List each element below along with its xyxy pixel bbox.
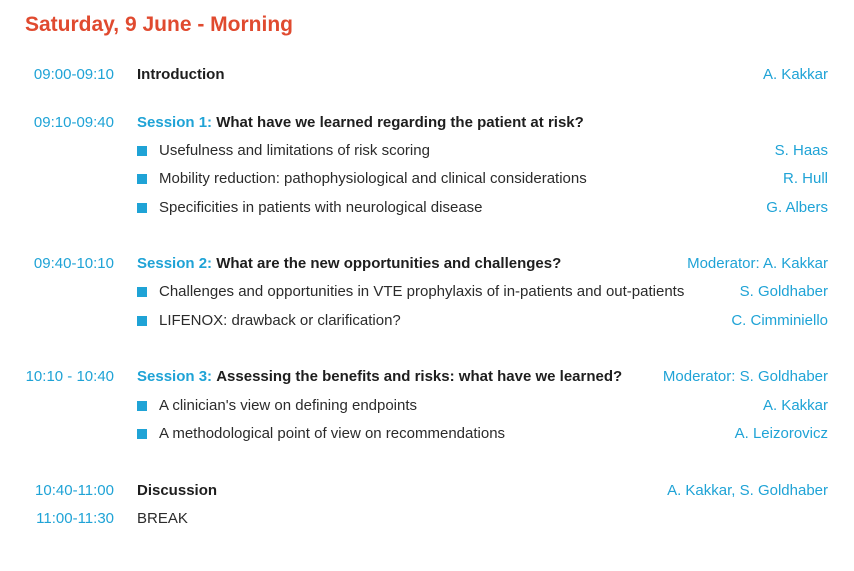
agenda-row-introduction <box>0 64 854 86</box>
speaker: S. Haas <box>774 142 828 159</box>
moderator: Moderator: A. Kakkar <box>687 255 828 272</box>
talk-row <box>0 140 854 162</box>
talk-title: Challenges and opportunities in VTE prophylaxis of in-patients and out-patients <box>159 283 685 300</box>
item-title: Introduction <box>137 66 225 83</box>
speaker: S. Goldhaber <box>739 283 828 300</box>
page-title: Saturday, 9 June - Morning <box>25 13 293 36</box>
session-label: Session 1: <box>137 114 213 131</box>
talk-row <box>0 395 854 417</box>
moderator: Moderator: S. Goldhaber <box>662 368 828 385</box>
square-bullet-icon <box>137 316 147 326</box>
session-heading <box>137 253 561 275</box>
session-title: What are the new opportunities and challenges? <box>216 255 562 272</box>
talk-row <box>0 423 854 445</box>
speaker: A. Leizorovicz <box>734 425 828 442</box>
session-3-header <box>0 366 854 388</box>
item-title: BREAK <box>137 510 188 527</box>
talk-title: Usefulness and limitations of risk scoring <box>159 142 430 159</box>
speaker: A. Kakkar, S. Goldhaber <box>667 482 828 499</box>
talk-title: Mobility reduction: pathophysiological and clinical considerations <box>159 170 587 187</box>
agenda-row-break <box>0 508 854 530</box>
session-heading <box>137 366 622 388</box>
speaker: R. Hull <box>782 170 828 187</box>
square-bullet-icon <box>137 287 147 297</box>
speaker: G. Albers <box>766 199 828 216</box>
session-label: Session 2: <box>137 255 213 272</box>
session-1-header <box>0 112 854 134</box>
time-slot: 10:40-11:00 <box>35 482 114 499</box>
talk-row <box>0 281 854 303</box>
session-heading <box>137 112 584 134</box>
talk-row <box>0 168 854 190</box>
talk-row <box>0 310 854 332</box>
item-title: Discussion <box>137 482 218 499</box>
session-title: What have we learned regarding the patient at risk? <box>216 114 584 131</box>
time-slot: 11:00-11:30 <box>36 510 114 527</box>
talk-row <box>0 197 854 219</box>
speaker: C. Cimminiello <box>731 312 828 329</box>
square-bullet-icon <box>137 401 147 411</box>
talk-title: Specificities in patients with neurological disease <box>159 199 483 216</box>
time-slot: 10:10 - 10:40 <box>25 368 114 385</box>
session-2-header <box>0 253 854 275</box>
session-title: Assessing the benefits and risks: what have we learned? <box>216 368 623 385</box>
square-bullet-icon <box>137 203 147 213</box>
speaker: A. Kakkar <box>762 397 828 414</box>
session-label: Session 3: <box>137 368 213 385</box>
square-bullet-icon <box>137 429 147 439</box>
time-slot: 09:10-09:40 <box>33 114 114 131</box>
square-bullet-icon <box>137 174 147 184</box>
time-slot: 09:00-09:10 <box>33 66 114 83</box>
square-bullet-icon <box>137 146 147 156</box>
time-slot: 09:40-10:10 <box>33 255 114 272</box>
talk-title: A methodological point of view on recommendations <box>159 425 506 442</box>
talk-title: A clinician's view on defining endpoints <box>159 397 418 414</box>
agenda-row-discussion <box>0 480 854 502</box>
talk-title: LIFENOX: drawback or clarification? <box>159 312 401 329</box>
speaker: A. Kakkar <box>762 66 828 83</box>
